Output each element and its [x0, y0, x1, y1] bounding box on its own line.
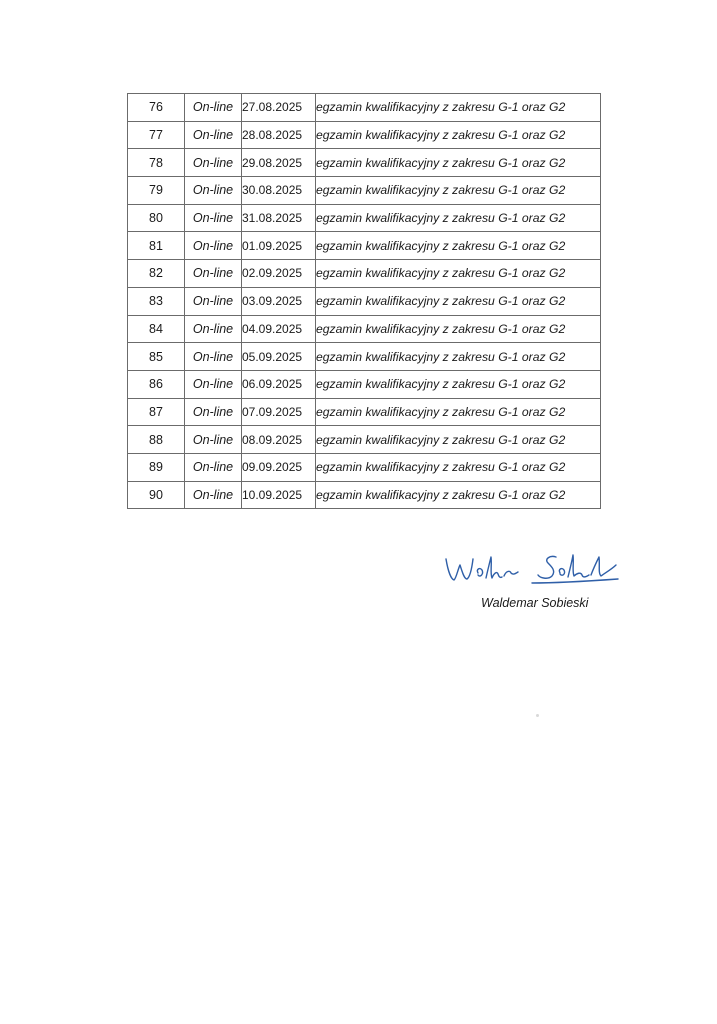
- exam-date-cell: 30.08.2025: [242, 177, 316, 205]
- scan-speck: [536, 714, 539, 717]
- exam-description-cell: egzamin kwalifikacyjny z zakresu G-1 oraz G2: [316, 149, 601, 177]
- exam-date-cell: 06.09.2025: [242, 370, 316, 398]
- row-number-cell: 90: [128, 481, 185, 509]
- exam-description-cell: egzamin kwalifikacyjny z zakresu G-1 oraz G2: [316, 177, 601, 205]
- table-row: [128, 232, 601, 260]
- table-row: [128, 398, 601, 426]
- exam-description-cell: egzamin kwalifikacyjny z zakresu G-1 oraz G2: [316, 398, 601, 426]
- exam-date-cell: 10.09.2025: [242, 481, 316, 509]
- table-row: [128, 315, 601, 343]
- row-number-cell: 87: [128, 398, 185, 426]
- exam-description-cell: egzamin kwalifikacyjny z zakresu G-1 oraz G2: [316, 453, 601, 481]
- table-row: [128, 370, 601, 398]
- exam-mode-cell: On-line: [185, 315, 242, 343]
- table-row: [128, 94, 601, 122]
- row-number-cell: 83: [128, 287, 185, 315]
- exam-description-cell: egzamin kwalifikacyjny z zakresu G-1 oraz G2: [316, 426, 601, 454]
- table-row: [128, 204, 601, 232]
- table-row: [128, 453, 601, 481]
- table-row: [128, 426, 601, 454]
- exam-mode-cell: On-line: [185, 343, 242, 371]
- exam-date-cell: 08.09.2025: [242, 426, 316, 454]
- exam-mode-cell: On-line: [185, 177, 242, 205]
- exam-description-cell: egzamin kwalifikacyjny z zakresu G-1 oraz G2: [316, 481, 601, 509]
- exam-mode-cell: On-line: [185, 426, 242, 454]
- row-number-cell: 84: [128, 315, 185, 343]
- exam-date-cell: 28.08.2025: [242, 121, 316, 149]
- row-number-cell: 85: [128, 343, 185, 371]
- exam-mode-cell: On-line: [185, 232, 242, 260]
- exam-date-cell: 27.08.2025: [242, 94, 316, 122]
- exam-mode-cell: On-line: [185, 94, 242, 122]
- exam-description-cell: egzamin kwalifikacyjny z zakresu G-1 oraz G2: [316, 94, 601, 122]
- exam-description-cell: egzamin kwalifikacyjny z zakresu G-1 oraz G2: [316, 287, 601, 315]
- row-number-cell: 78: [128, 149, 185, 177]
- exam-date-cell: 03.09.2025: [242, 287, 316, 315]
- exam-date-cell: 02.09.2025: [242, 260, 316, 288]
- exam-date-cell: 04.09.2025: [242, 315, 316, 343]
- row-number-cell: 82: [128, 260, 185, 288]
- row-number-cell: 86: [128, 370, 185, 398]
- exam-description-cell: egzamin kwalifikacyjny z zakresu G-1 oraz G2: [316, 260, 601, 288]
- table-row: [128, 343, 601, 371]
- row-number-cell: 76: [128, 94, 185, 122]
- exam-date-cell: 09.09.2025: [242, 453, 316, 481]
- row-number-cell: 81: [128, 232, 185, 260]
- row-number-cell: 77: [128, 121, 185, 149]
- exam-description-cell: egzamin kwalifikacyjny z zakresu G-1 oraz G2: [316, 121, 601, 149]
- row-number-cell: 88: [128, 426, 185, 454]
- exam-description-cell: egzamin kwalifikacyjny z zakresu G-1 oraz G2: [316, 204, 601, 232]
- exam-schedule-body: [128, 94, 601, 509]
- signer-name: Waldemar Sobieski: [481, 596, 589, 610]
- exam-description-cell: egzamin kwalifikacyjny z zakresu G-1 oraz G2: [316, 343, 601, 371]
- row-number-cell: 79: [128, 177, 185, 205]
- exam-date-cell: 07.09.2025: [242, 398, 316, 426]
- exam-description-cell: egzamin kwalifikacyjny z zakresu G-1 oraz G2: [316, 232, 601, 260]
- exam-date-cell: 01.09.2025: [242, 232, 316, 260]
- table-row: [128, 260, 601, 288]
- table-row: [128, 287, 601, 315]
- exam-date-cell: 31.08.2025: [242, 204, 316, 232]
- handwritten-signature: [440, 543, 632, 591]
- table-row: [128, 121, 601, 149]
- exam-mode-cell: On-line: [185, 481, 242, 509]
- table-row: [128, 481, 601, 509]
- exam-mode-cell: On-line: [185, 370, 242, 398]
- row-number-cell: 89: [128, 453, 185, 481]
- exam-mode-cell: On-line: [185, 453, 242, 481]
- exam-description-cell: egzamin kwalifikacyjny z zakresu G-1 oraz G2: [316, 370, 601, 398]
- exam-date-cell: 05.09.2025: [242, 343, 316, 371]
- exam-date-cell: 29.08.2025: [242, 149, 316, 177]
- exam-mode-cell: On-line: [185, 398, 242, 426]
- exam-mode-cell: On-line: [185, 287, 242, 315]
- exam-schedule-table: [127, 93, 601, 509]
- exam-mode-cell: On-line: [185, 149, 242, 177]
- exam-mode-cell: On-line: [185, 204, 242, 232]
- row-number-cell: 80: [128, 204, 185, 232]
- table-row: [128, 177, 601, 205]
- exam-description-cell: egzamin kwalifikacyjny z zakresu G-1 oraz G2: [316, 315, 601, 343]
- table-row: [128, 149, 601, 177]
- exam-mode-cell: On-line: [185, 260, 242, 288]
- exam-mode-cell: On-line: [185, 121, 242, 149]
